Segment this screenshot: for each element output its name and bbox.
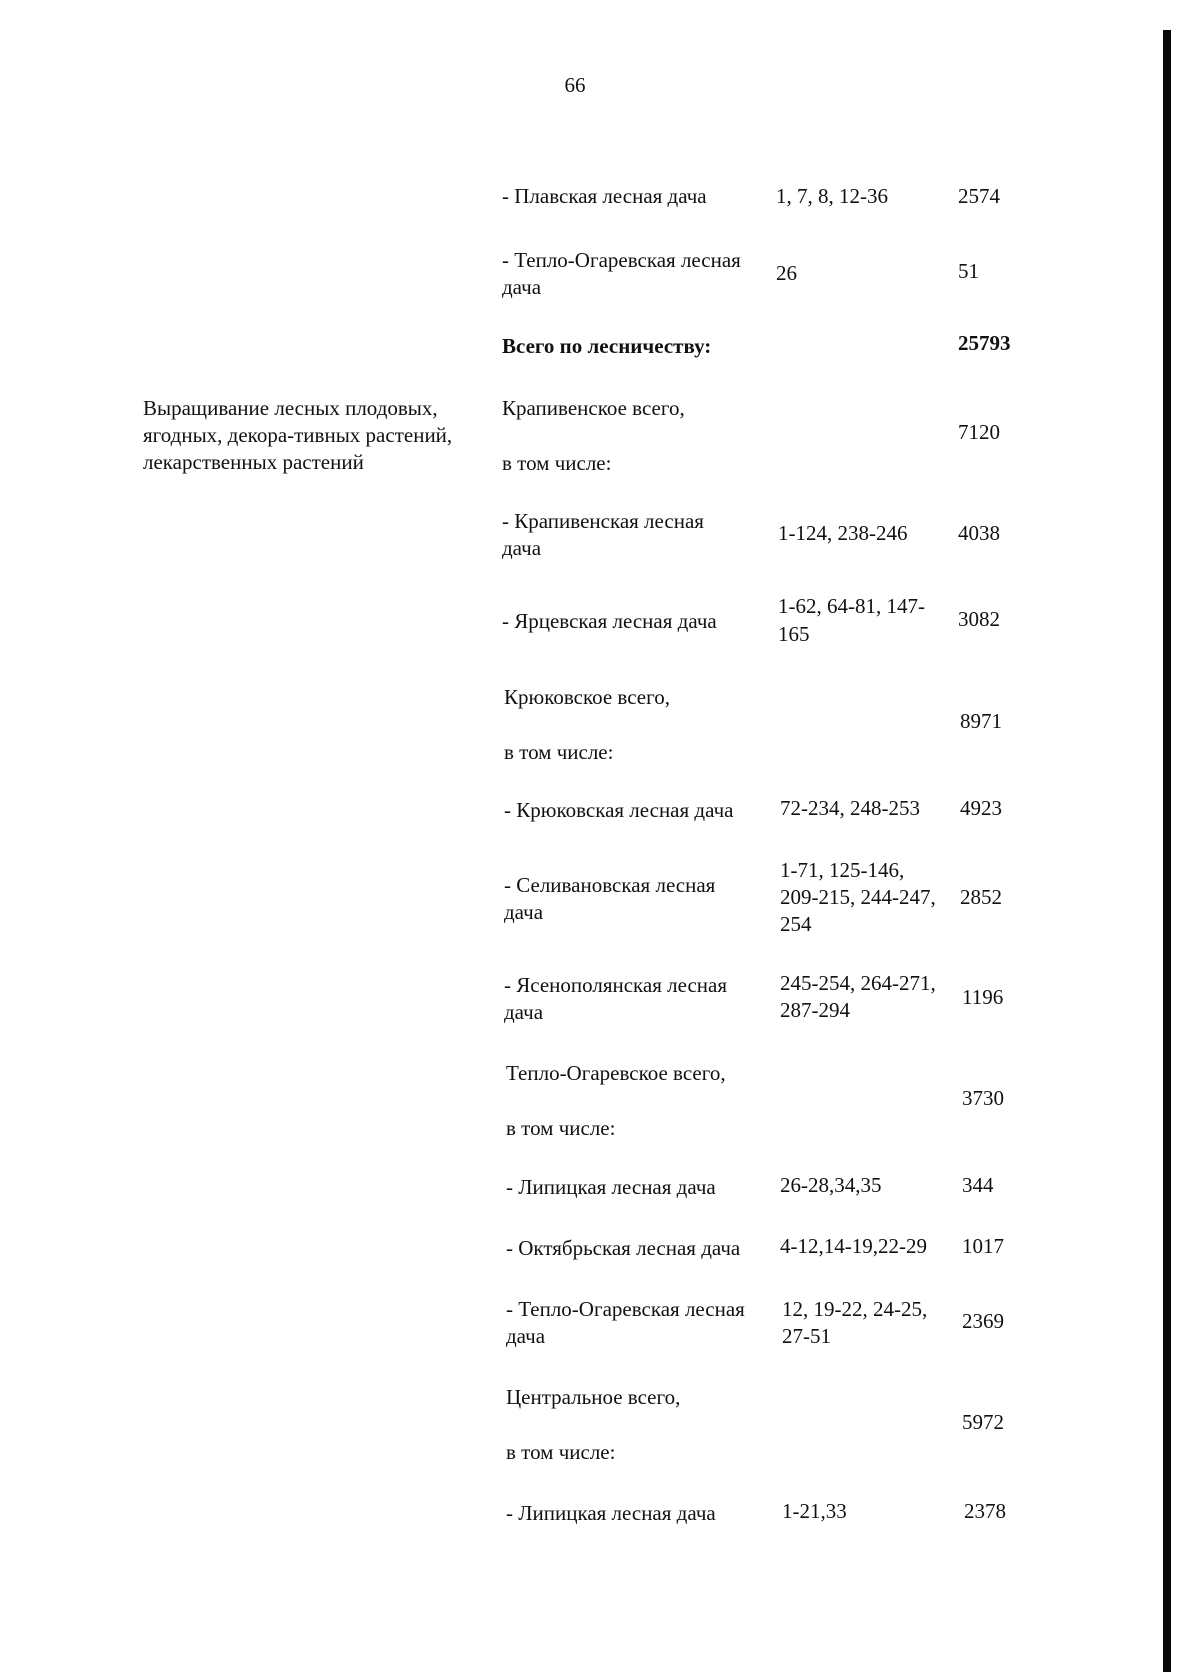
including-label: в том числе: [504,740,614,764]
scan-edge-bar [1163,30,1171,1672]
quarter-numbers: 4-12,14-19,22-29 [780,1234,927,1258]
forest-dacha-name-cont: дача [504,900,544,924]
quarter-numbers: 1, 7, 8, 12-36 [776,184,888,208]
forest-dacha-name: - Тепло-Огаревская лесная [506,1297,745,1321]
quarter-numbers-cont: 254 [780,912,812,936]
area-value: 344 [962,1173,994,1197]
forest-dacha-name-cont: дача [504,1000,544,1024]
forest-dacha-name: - Тепло-Огаревская лесная [502,248,741,272]
area-value: 2574 [958,184,1000,208]
district-total-label: Центральное всего, [506,1385,681,1409]
area-value: 1196 [962,985,1004,1009]
page-number: 66 [564,73,586,97]
district-total-value: 7120 [958,420,1000,444]
including-label: в том числе: [506,1116,616,1140]
area-value: 4038 [958,521,1000,545]
forest-dacha-name: - Крапивенская лесная [502,509,704,533]
district-total-label: Крапивенское всего, [502,396,685,420]
including-label: в том числе: [506,1440,616,1464]
quarter-numbers: 12, 19-22, 24-25, [782,1297,928,1321]
area-value: 2369 [962,1309,1004,1333]
forest-dacha-name-cont: дача [502,275,542,299]
quarter-numbers: 72-234, 248-253 [780,796,920,820]
forest-dacha-name-cont: дача [506,1324,546,1348]
district-total-label: Крюковское всего, [504,685,670,709]
quarter-numbers-cont: 165 [778,622,810,646]
quarter-numbers-cont: 27-51 [782,1324,831,1348]
quarter-numbers-cont: 209-215, 244-247, [780,885,936,909]
activity-type-cell: Выращивание лесных плодовых, ягодных, декора-тивных растений, лекарственных растений [143,396,453,474]
forestry-total-label: Всего по лесничеству: [502,334,712,358]
quarter-numbers-cont: 287-294 [780,998,850,1022]
district-total-value: 5972 [962,1410,1004,1434]
district-total-value: 8971 [960,709,1002,733]
forest-dacha-name: - Селивановская лесная [504,873,716,897]
quarter-numbers: 245-254, 264-271, [780,971,936,995]
quarter-numbers: 26 [776,261,797,285]
forest-dacha-name: - Липицкая лесная дача [506,1175,716,1199]
forest-dacha-name: - Липицкая лесная дача [506,1501,716,1525]
area-value: 2852 [960,885,1002,909]
area-value: 1017 [962,1234,1004,1258]
quarter-numbers: 26-28,34,35 [780,1173,882,1197]
including-label: в том числе: [502,451,612,475]
area-value: 3082 [958,607,1000,631]
quarter-numbers: 1-62, 64-81, 147- [778,594,925,618]
area-value: 51 [958,259,979,283]
quarter-numbers: 1-71, 125-146, [780,858,905,882]
district-total-label: Тепло-Огаревское всего, [506,1061,726,1085]
district-total-value: 3730 [962,1086,1004,1110]
quarter-numbers: 1-21,33 [782,1499,847,1523]
forest-dacha-name: - Октябрьская лесная дача [506,1236,741,1260]
forest-dacha-name: - Крюковская лесная дача [504,798,734,822]
area-value: 2378 [964,1499,1006,1523]
area-value: 4923 [960,796,1002,820]
forestry-total-value: 25793 [958,331,1011,355]
quarter-numbers: 1-124, 238-246 [778,521,908,545]
forest-dacha-name: - Плавская лесная дача [502,184,707,208]
forest-dacha-name-cont: дача [502,536,542,560]
forest-dacha-name: - Ярцевская лесная дача [502,609,717,633]
forest-dacha-name: - Ясенополянская лесная [504,973,728,997]
